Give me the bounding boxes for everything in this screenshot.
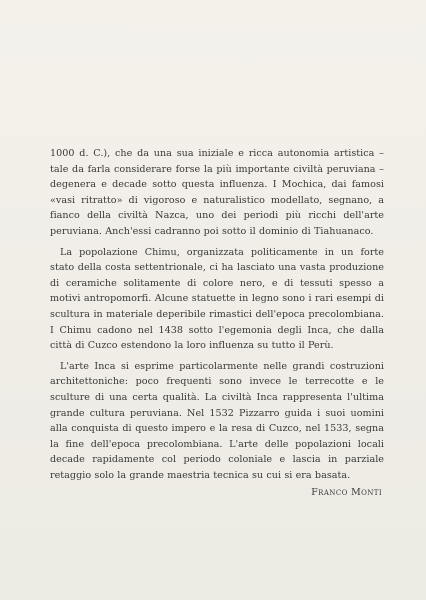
text-block xyxy=(50,146,384,501)
author-signature: Franco Monti xyxy=(311,487,382,499)
paragraph-3: L'arte Inca si esprime particolarmente nelle grandi costruzioni architettoniche: poco frequenti sono invece le terrecotte e le sculture di una certa qualità. La civiltà Inca rappresenta l'ultima grande cultura peruviana. Nel 1532 Pizzarro guida i suoi uomini alla conquista di questo impero e la resa di Cuzco, nel 1533, segna la fine dell'epoca precolombiana. L'arte delle popolazioni locali decade rapidamente col periodo coloniale e lascia in parziale retaggio solo la grande maestria tecnica su cui si era basata. xyxy=(50,360,384,481)
paragraph-1: 1000 d. C.), che da una sua iniziale e ricca autonomia artistica – tale da farla considerare forse la più importante civiltà peruviana – degenera e decade sotto questa influenza. I Mochica, dai famosi «vasi ritratto» di vigoroso e naturalistico modellato, segnano, a fianco della civiltà Nazca, uno dei periodi più ricchi dell'arte peruviana. Anch'essi cadranno poi sotto il dominio di Tiahuanaco. xyxy=(50,148,384,237)
paragraph-2: La popolazione Chimu, organizzata politicamente in un forte stato della costa settentrionale, ci ha lasciato una vasta produzione di ceramiche solitamente di colore nero, e di tessuti spesso a motivi antropomorfi. Alcune statuette in legno sono i rari esempi di scultura in materiale deperibile rimastici dell'epoca precolombiana. I Chimu cadono nel 1438 sotto l'egemonia degli Inca, che dalla città di Cuzco estendono la loro influenza su tutto il Perù. xyxy=(50,246,384,352)
